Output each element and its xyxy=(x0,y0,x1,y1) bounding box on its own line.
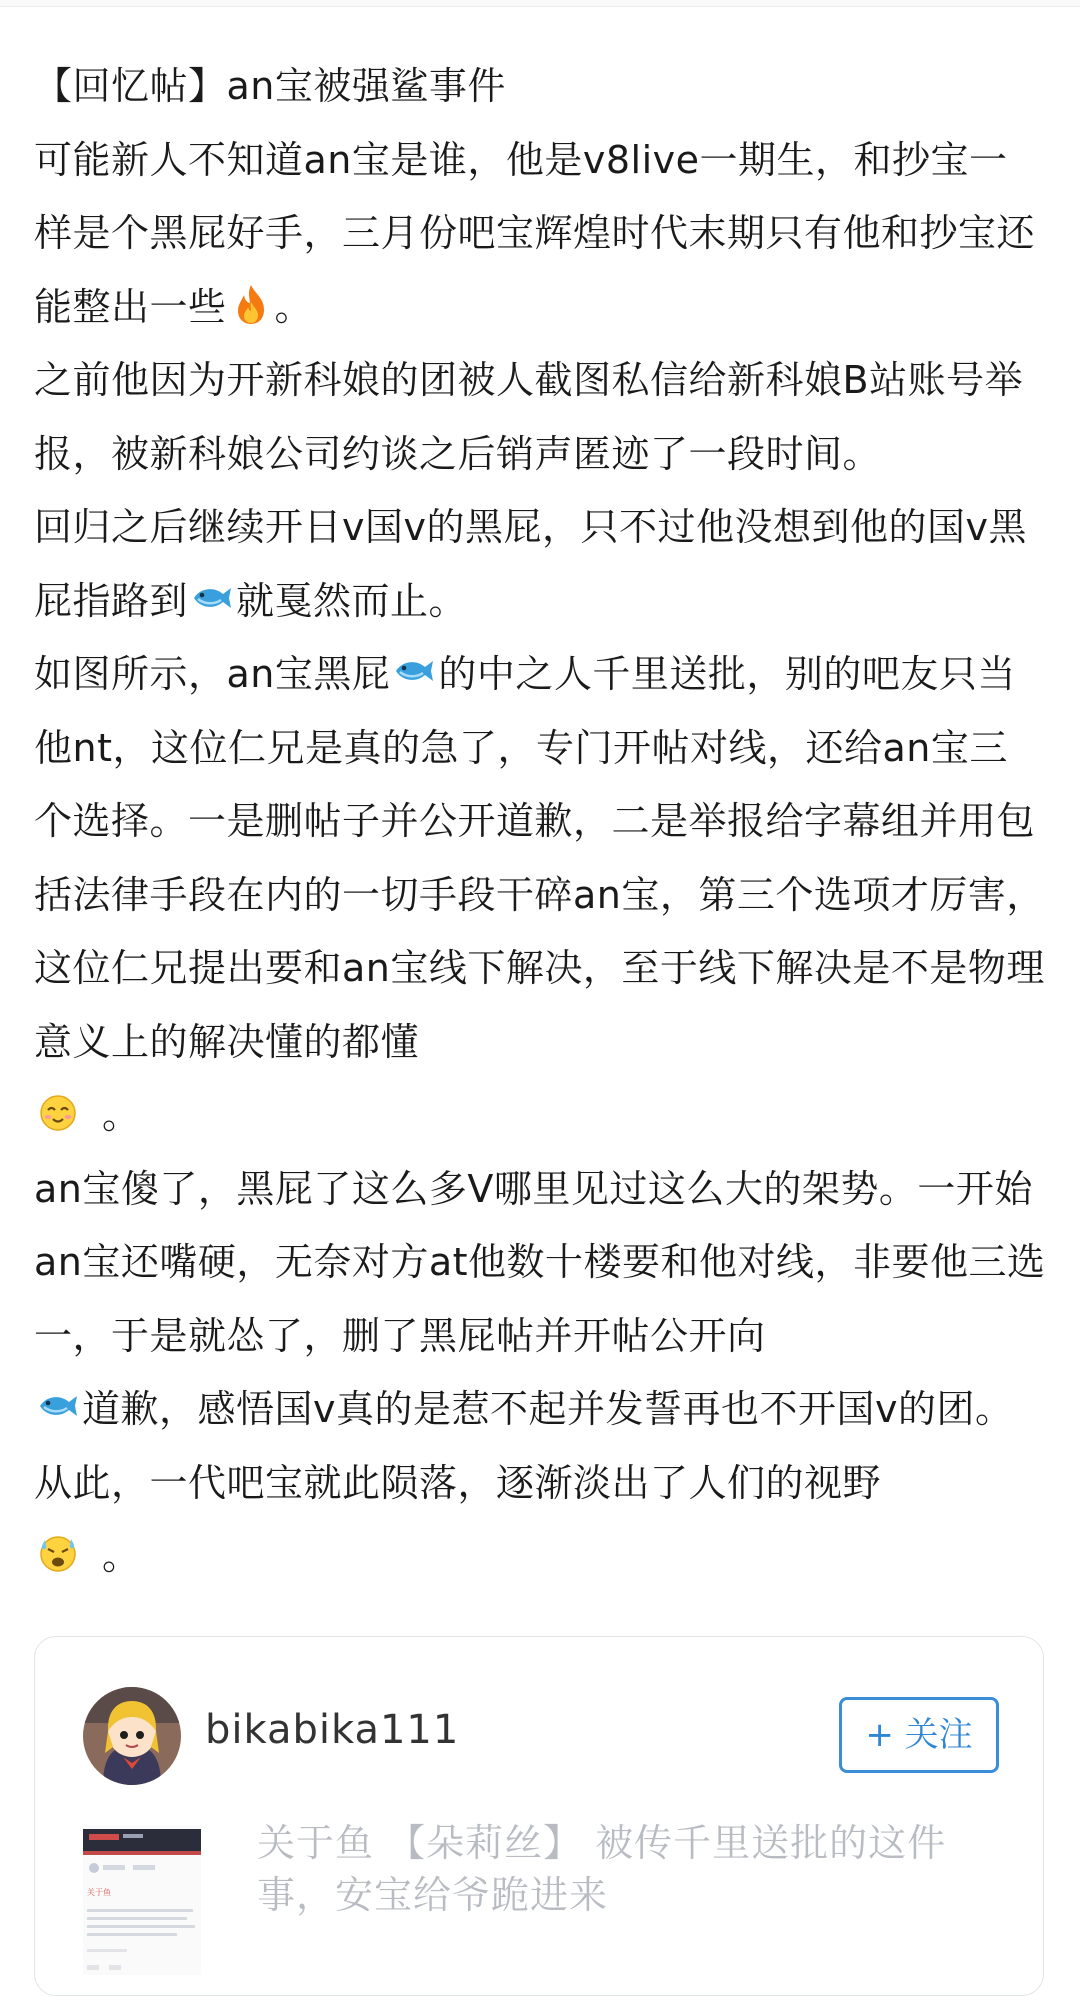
post-text: 如图所示，an宝黑屁 xyxy=(34,652,391,696)
follow-button[interactable]: + 关注 xyxy=(839,1697,999,1773)
post-text: an宝傻了，黑屁了这么多V哪里见过这么大的架势。一开始an宝还嘴硬，无奈对方at他数十楼要和他对线，非要他三选一，于是就怂了，删了黑屁帖并开帖公开向 xyxy=(34,1166,1046,1358)
sweat-icon xyxy=(36,1531,80,1575)
post-paragraph-4 xyxy=(34,638,1046,1153)
post-text: 。 xyxy=(102,1534,141,1578)
post-paragraph-3 xyxy=(34,491,1046,638)
shared-post-title[interactable]: 关于鱼 【朵莉丝】 被传千里送批的这件事，安宝给爷跪进来 xyxy=(257,1821,947,1917)
fish-icon xyxy=(190,576,234,620)
post-paragraph-2: 之前他因为开新科娘的团被人截图私信给新科娘B站账号举报，被新科娘公司约谈之后销声匿迹了一段时间。 xyxy=(34,358,1024,476)
post-paragraph-5 xyxy=(34,1153,1046,1594)
username[interactable]: bikabika111 xyxy=(205,1707,460,1753)
post-body xyxy=(34,50,1046,1594)
avatar-image xyxy=(83,1687,181,1785)
post-title: 【回忆帖】an宝被强鲨事件 xyxy=(34,64,506,108)
post-text: 回归之后继续开日v国v的黑屁，只不过他没想到他的国v黑屁指路到 xyxy=(34,505,1027,623)
fish-icon xyxy=(36,1384,80,1428)
shared-post-card[interactable] xyxy=(34,1636,1044,1996)
post-paragraph-1 xyxy=(34,124,1046,345)
smile-icon xyxy=(36,1090,80,1134)
thumbnail-image xyxy=(83,1825,201,1975)
post-thumbnail[interactable] xyxy=(83,1825,201,1975)
fish-icon xyxy=(392,649,436,693)
top-divider xyxy=(0,0,1080,7)
fire-icon xyxy=(229,282,273,326)
post-text: 的中之人千里送批，别的吧友只当他nt，这位仁兄是真的急了，专门开帖对线，还给an宝三个选择。一是删帖子并公开道歉，二是举报给字幕组并用包括法律手段在内的一切手段干碎an宝，第三个选项才厉害，这位仁兄提出要和an宝线下解决，至于线下解决是不是物理意义上的解决懂的都懂 xyxy=(34,652,1045,1064)
post-text: 道歉，感悟国v真的是惹不起并发誓再也不开国v的团。从此，一代吧宝就此陨落，逐渐淡出了人们的视野 xyxy=(34,1387,1014,1505)
post-text: 。 xyxy=(274,284,314,329)
thumbnail-label: 关于鱼 xyxy=(87,1888,111,1897)
post-text: 。 xyxy=(102,1093,141,1137)
post-text: 可能新人不知道an宝是谁，他是v8live一期生，和抄宝一样是个黑屁好手，三月份吧宝辉煌时代末期只有他和抄宝还能整出一些 xyxy=(34,137,1036,329)
post-text: 就戛然而止。 xyxy=(236,578,468,623)
avatar[interactable] xyxy=(83,1687,181,1785)
